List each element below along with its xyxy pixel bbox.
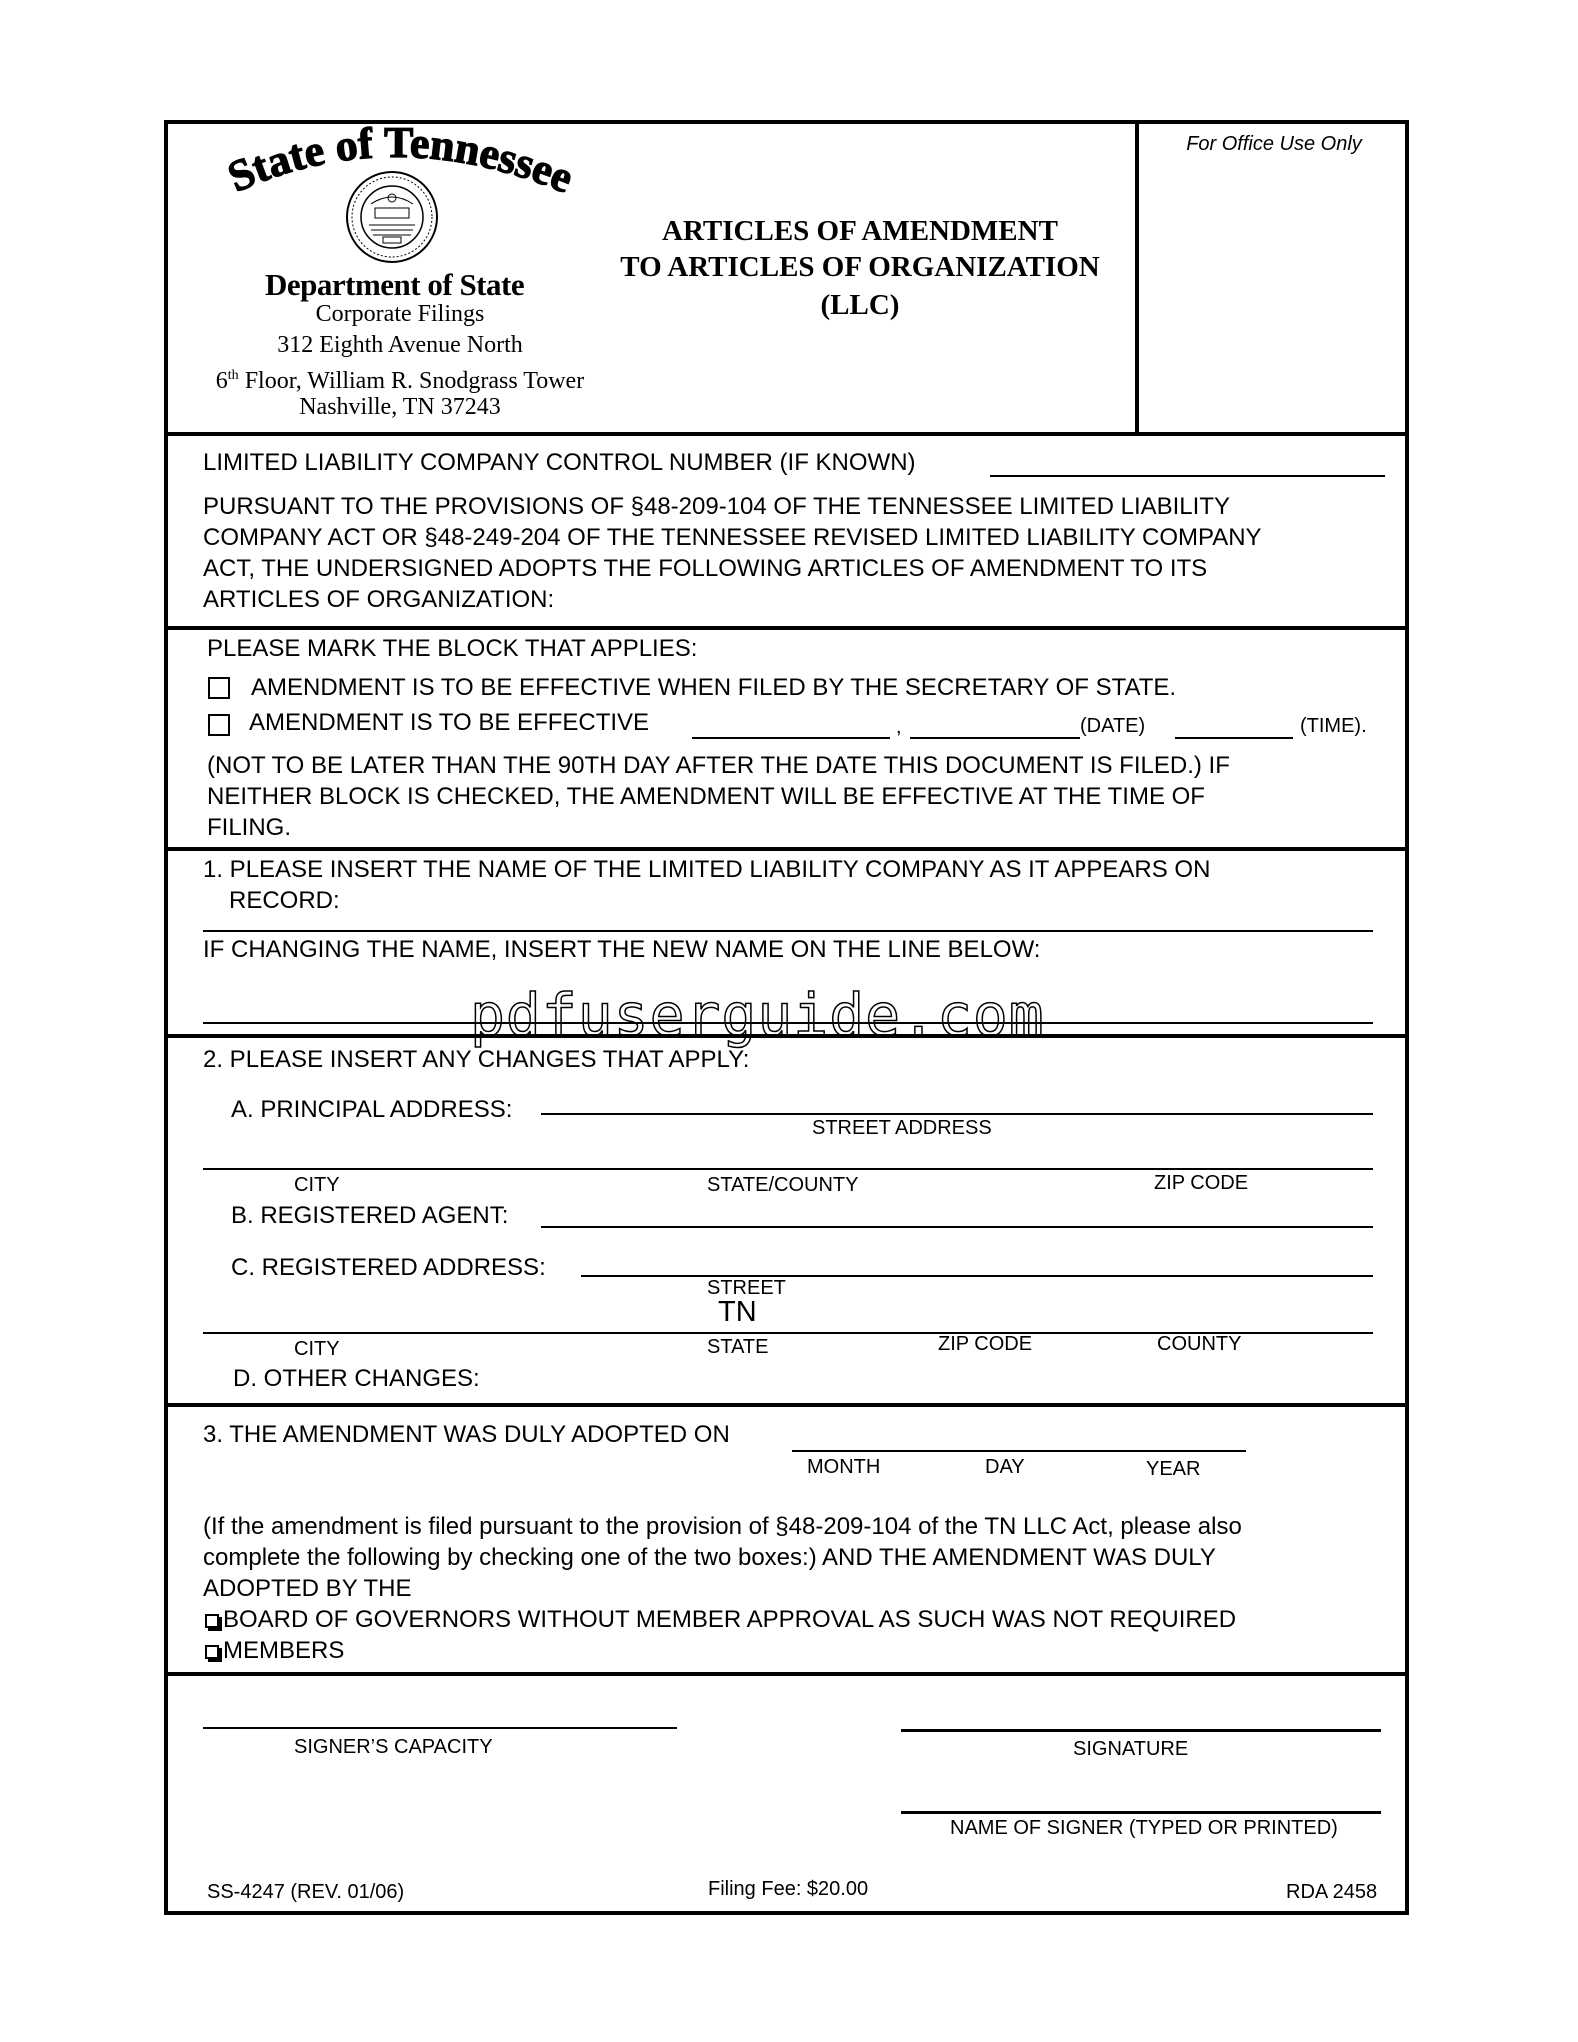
effective-when-filed-checkbox[interactable] xyxy=(208,677,230,699)
address-line-1: 312 Eighth Avenue North xyxy=(277,332,523,358)
pursuant-line-1: PURSUANT TO THE PROVISIONS OF §48-209-104 OF THE TENNESSEE LIMITED LIABILITY xyxy=(203,493,1230,520)
signer-capacity-caption: SIGNER’S CAPACITY xyxy=(294,1736,493,1758)
state-logo-text: State of Tennessee xyxy=(220,122,581,203)
section-3-note-line-1: (If the amendment is filed pursuant to the provision of §48-209-104 of the TN LLC Act, please also xyxy=(203,1513,1242,1540)
rda-number: RDA 2458 xyxy=(1286,1881,1378,1903)
members-option[interactable] xyxy=(205,1635,344,1666)
filing-fee: Filing Fee: $20.00 xyxy=(708,1878,869,1900)
effective-date-checkbox[interactable] xyxy=(208,714,230,736)
registered-address-label: C. REGISTERED ADDRESS: xyxy=(231,1254,546,1281)
llc-name-field[interactable] xyxy=(203,930,1373,932)
control-number-field[interactable] xyxy=(990,475,1385,477)
principal-state-county-caption: STATE/COUNTY xyxy=(707,1174,859,1196)
section-1-line-1: 1. PLEASE INSERT THE NAME OF THE LIMITED LIABILITY COMPANY AS IT APPEARS ON xyxy=(203,856,1211,883)
signer-name-caption: NAME OF SIGNER (TYPED OR PRINTED) xyxy=(950,1817,1338,1839)
effective-date-label: AMENDMENT IS TO BE EFFECTIVE xyxy=(249,709,650,736)
address-floor-suffix: th xyxy=(227,368,239,383)
watermark: pdfuserguide.com xyxy=(470,981,1045,1049)
effective-date-label-date: (DATE) xyxy=(1080,715,1146,737)
effective-time-field[interactable] xyxy=(1175,737,1293,739)
pursuant-line-4: ARTICLES OF ORGANIZATION: xyxy=(203,586,555,613)
adopted-month-caption: MONTH xyxy=(807,1456,881,1478)
section-1-line-2: RECORD: xyxy=(229,887,340,914)
section-3-note-line-2: complete the following by checking one of the two boxes:) AND THE AMENDMENT WAS DULY xyxy=(203,1544,1216,1571)
effective-date-comma: , xyxy=(896,716,902,738)
principal-city-state-zip-field[interactable] xyxy=(203,1168,1373,1170)
pursuant-line-2: COMPANY ACT OR §48-249-204 OF THE TENNESSEE REVISED LIMITED LIABILITY COMPANY xyxy=(203,524,1262,551)
address-line-2 xyxy=(190,361,610,396)
other-changes-label: D. OTHER CHANGES: xyxy=(233,1365,480,1392)
divider-section-1 xyxy=(164,1034,1409,1038)
division-name: Corporate Filings xyxy=(315,301,485,327)
registered-county-caption: COUNTY xyxy=(1157,1333,1242,1355)
pursuant-line-3: ACT, THE UNDERSIGNED ADOPTS THE FOLLOWING ARTICLES OF AMENDMENT TO ITS xyxy=(203,555,1208,582)
changing-name-label: IF CHANGING THE NAME, INSERT THE NEW NAME ON THE LINE BELOW: xyxy=(203,936,1041,963)
adopted-day-caption: DAY xyxy=(985,1456,1025,1478)
members-checkbox[interactable] xyxy=(205,1645,219,1659)
principal-city-caption: CITY xyxy=(294,1174,340,1196)
registered-state-caption: STATE xyxy=(707,1336,769,1358)
adopted-date-field[interactable] xyxy=(792,1450,1246,1452)
principal-zip-caption: ZIP CODE xyxy=(1154,1172,1249,1194)
state-seal-icon xyxy=(345,170,439,264)
divider-section-3 xyxy=(164,1672,1409,1676)
effective-date-label-time: (TIME). xyxy=(1300,715,1367,737)
divider-control xyxy=(164,626,1409,630)
effective-date-month-field[interactable] xyxy=(692,737,890,739)
registered-agent-field[interactable] xyxy=(541,1226,1373,1228)
address-line-3: Nashville, TN 37243 xyxy=(299,394,501,420)
board-of-governors-option[interactable] xyxy=(205,1604,1236,1635)
signer-name-field[interactable] xyxy=(901,1811,1381,1814)
form-title-line-2: TO ARTICLES OF ORGANIZATION xyxy=(620,251,1100,283)
principal-street-caption: STREET ADDRESS xyxy=(812,1117,992,1139)
divider-header xyxy=(164,432,1409,436)
effective-when-filed-label: AMENDMENT IS TO BE EFFECTIVE WHEN FILED BY THE SECRETARY OF STATE. xyxy=(251,674,1177,701)
section-3-heading: 3. THE AMENDMENT WAS DULY ADOPTED ON xyxy=(203,1421,730,1448)
principal-street-field[interactable] xyxy=(541,1113,1373,1115)
section-3-note-line-3: ADOPTED BY THE xyxy=(203,1575,412,1602)
signature-caption: SIGNATURE xyxy=(1073,1738,1189,1760)
address-building: Floor, William R. Snodgrass Tower xyxy=(238,368,585,394)
board-of-governors-checkbox[interactable] xyxy=(205,1614,219,1628)
principal-address-label: A. PRINCIPAL ADDRESS: xyxy=(231,1096,513,1123)
registered-street-caption: STREET xyxy=(707,1277,786,1299)
office-use-label: For Office Use Only xyxy=(1186,133,1362,155)
effective-note-line-2: NEITHER BLOCK IS CHECKED, THE AMENDMENT WILL BE EFFECTIVE AT THE TIME OF xyxy=(207,783,1205,810)
department-name: Department of State xyxy=(265,267,525,302)
registered-street-field[interactable] xyxy=(581,1275,1373,1277)
board-of-governors-label: BOARD OF GOVERNORS WITHOUT MEMBER APPROVAL AS SUCH WAS NOT REQUIRED xyxy=(223,1606,1237,1633)
registered-city-caption: CITY xyxy=(294,1338,340,1360)
mark-block-label: PLEASE MARK THE BLOCK THAT APPLIES: xyxy=(207,635,698,662)
divider-section-2 xyxy=(164,1403,1409,1407)
header-office-divider xyxy=(1135,120,1139,434)
signature-field[interactable] xyxy=(901,1729,1381,1732)
form-number: SS-4247 (REV. 01/06) xyxy=(207,1881,405,1903)
members-label: MEMBERS xyxy=(223,1637,345,1664)
divider-effective xyxy=(164,847,1409,851)
adopted-year-caption: YEAR xyxy=(1146,1458,1201,1480)
address-floor-number: 6 xyxy=(215,368,228,394)
signer-capacity-field[interactable] xyxy=(203,1727,677,1729)
effective-date-year-field[interactable] xyxy=(910,737,1080,739)
effective-note-line-3: FILING. xyxy=(207,814,292,841)
registered-state-value: TN xyxy=(718,1296,757,1328)
effective-note-line-1: (NOT TO BE LATER THAN THE 90TH DAY AFTER THE DATE THIS DOCUMENT IS FILED.) IF xyxy=(207,752,1230,779)
form-title-line-1: ARTICLES OF AMENDMENT xyxy=(662,215,1058,247)
registered-agent-label: B. REGISTERED AGENT: xyxy=(231,1202,509,1229)
control-number-label: LIMITED LIABILITY COMPANY CONTROL NUMBER (IF KNOWN) xyxy=(203,449,916,476)
section-2-heading: 2. PLEASE INSERT ANY CHANGES THAT APPLY: xyxy=(203,1046,750,1073)
form-title-line-3: (LLC) xyxy=(820,289,900,321)
registered-zip-caption: ZIP CODE xyxy=(938,1333,1033,1355)
